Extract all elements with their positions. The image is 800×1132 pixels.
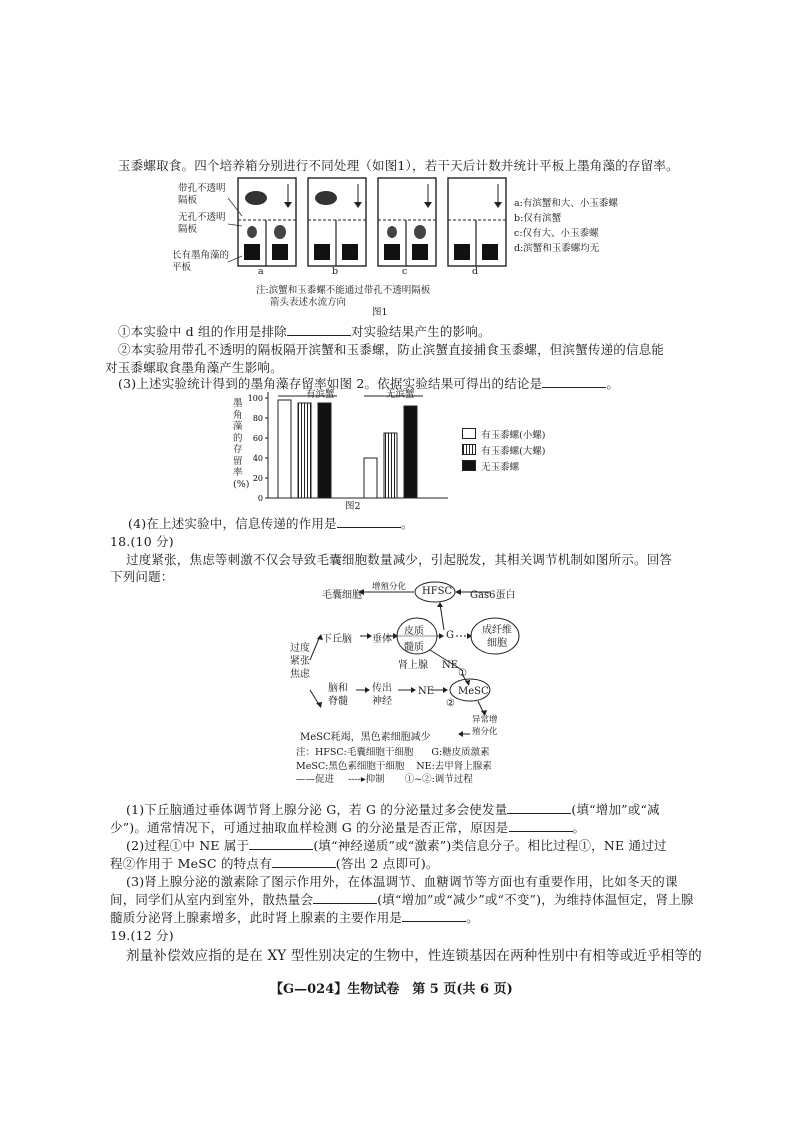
blank-hair-amount[interactable] <box>507 803 571 814</box>
box-a <box>238 178 296 266</box>
label-solid-board: 无孔不透明隔板 <box>178 212 226 235</box>
chart-ylabel: 墨角藻的存留率(%) <box>233 398 250 490</box>
q18-1-line2: 少”)。通常情况下，可通过抽取血样检测 G 的分泌量是否正常，原因是 。 <box>110 820 586 835</box>
figure-1-boxes <box>228 176 518 296</box>
node-cortex: 皮质 <box>404 626 424 637</box>
diagram-notes: 注：HFSC:毛囊细胞干细胞 G:糖皮质激素 MeSC:黑色素细胞干细胞 NE:去甲肾上腺素 ——促进 ----▸抑制 ①~②:调节过程 <box>296 747 492 785</box>
q18-1-line1: (1)下丘脑通过垂体调节肾上腺分泌 G，若 G 的分泌量过多会使发量 (填“增加”或“减 <box>126 802 660 817</box>
q18-3-line3: 髓质分泌肾上腺素增多，此时肾上腺素的主要作用是 。 <box>110 910 479 925</box>
node-fibroblast: 成纤维细胞 <box>482 625 512 649</box>
bar-chart <box>244 384 454 508</box>
node-hypothalamus: 下丘脑 <box>322 634 352 645</box>
blank-heat-loss[interactable] <box>313 893 377 904</box>
legend-a: a:有滨蟹和大、小玉黍螺 <box>514 198 618 209</box>
fig1-caption: 图1 <box>372 307 388 318</box>
y-tick-label: 20 <box>252 474 263 483</box>
node-efferent-nerve: 传出神经 <box>372 683 392 707</box>
edge-ne-2: NE <box>418 686 435 697</box>
edge-abnormal: 异常增殖分化 <box>472 715 498 737</box>
group-label-with-crab: 有滨蟹 <box>306 389 335 400</box>
node-hfsc: HFSC <box>422 586 453 597</box>
q17-line5: (4)在上述实验中，信息传递的作用是 。 <box>128 516 414 531</box>
legend-swatch-small <box>462 428 476 439</box>
bar <box>364 458 377 498</box>
box-label-c: c <box>402 266 408 277</box>
q18-3-line1: (3)肾上腺分泌的激素除了图示作用外，在体温调节、血糖调节等方面也有重要作用，比如冬天的课 <box>126 874 678 889</box>
node-adrenal: 肾上腺 <box>398 660 428 671</box>
q18-2-line2: 程②作用于 MeSC 的特点有 (答出 2 点即可)。 <box>110 856 439 871</box>
node-g: G <box>446 630 454 641</box>
q19-para1: 剂量补偿效应指的是在 XY 型性别决定的生物中，性连锁基因在两种性别中有相等或近乎相等的 <box>126 948 702 964</box>
blank-characteristics[interactable] <box>272 857 336 868</box>
box-label-d: d <box>472 266 479 277</box>
y-tick-label: 80 <box>252 414 263 423</box>
box-d <box>448 178 506 266</box>
legend-b: b:仅有滨蟹 <box>514 213 562 224</box>
bar <box>318 403 331 498</box>
box-c <box>378 178 436 266</box>
q17-line4: (3)上述实验统计得到的墨角藻存留率如图 2。依据实验结果可得出的结论是 。 <box>118 376 620 391</box>
node-hair-follicle-cell: 毛囊细胞 <box>322 590 362 601</box>
node-stress: 过度紧张焦虑 <box>290 643 310 680</box>
fig1-note-1: 注:滨蟹和玉黍螺不能通过带孔不透明隔板 <box>256 285 431 296</box>
legend-swatch-none <box>462 460 476 471</box>
label-algae-plate: 长有墨角藻的平板 <box>172 250 230 273</box>
blank-conclusion[interactable] <box>542 377 606 388</box>
blank-reason[interactable] <box>509 821 573 832</box>
process-1: ① <box>458 668 467 679</box>
y-tick-label: 100 <box>247 394 263 403</box>
box-label-a: a <box>258 266 264 277</box>
blank-adrenaline-role[interactable] <box>402 911 466 922</box>
bar <box>298 403 311 498</box>
y-tick-label: 60 <box>252 434 263 443</box>
node-mesc-depletion: MeSC耗竭，黑色素细胞减少 <box>300 732 431 743</box>
fig2-caption: 图2 <box>345 501 361 512</box>
node-pituitary: 垂体 <box>372 634 392 645</box>
y-tick-label: 0 <box>257 494 263 503</box>
legend-c: c:仅有大、小玉黍螺 <box>514 228 599 239</box>
bar <box>404 406 417 498</box>
intro-line: 玉黍螺取食。四个培养箱分别进行不同处理（如图1），若干天后计数并统计平板上墨角藻的存留率。 <box>118 158 679 173</box>
q17-line3: 对玉黍螺取食墨角藻产生影响。 <box>105 360 283 375</box>
q18-para1: 过度紧张，焦虑等刺激不仅会导致毛囊细胞数量减少，引起脱发，其相关调节机制如图所示。回答 <box>126 552 673 567</box>
blank-d-group[interactable] <box>287 325 351 336</box>
blank-info-role[interactable] <box>337 517 401 528</box>
q19-title: 19.(12 分) <box>110 928 174 943</box>
group-label-without-crab: 无滨蟹 <box>386 389 415 400</box>
bar <box>278 400 291 498</box>
legend-small-snail: 有玉黍螺(小螺) <box>462 423 546 439</box>
fig1-legend <box>514 196 618 256</box>
q18-para2: 下列问题： <box>110 569 174 584</box>
fig1-note-2: 箭头表述水流方向 <box>270 297 347 308</box>
box-b <box>308 178 366 266</box>
q18-3-line2: 间，同学们从室内到室外，散热量会 (填“增加”或“减少”或“不变”)，为维持体温恒定，肾上腺 <box>110 892 694 907</box>
node-medulla: 髓质 <box>404 642 424 653</box>
box-label-b: b <box>332 266 339 277</box>
bar <box>384 433 397 498</box>
legend-large-snail: 有玉黍螺(大螺) <box>462 439 546 455</box>
label-perforated-board: 带孔不透明隔板 <box>178 183 226 206</box>
node-brain-spinal: 脑和脊髓 <box>328 683 348 707</box>
q17-line2: ②本实验用带孔不透明的隔板隔开滨蟹和玉黍螺，防止滨蟹直接捕食玉黍螺，但滨蟹传递的信息能 <box>118 342 665 357</box>
legend-d: d:滨蟹和玉黍螺均无 <box>514 243 600 254</box>
q18-2-line1: (2)过程①中 NE 属于 (填“神经递质”或“激素”)类信息分子。相比过程①，NE 通过过 <box>126 838 667 853</box>
q18-title: 18.(10 分) <box>110 534 174 549</box>
node-mesc: MeSC <box>458 686 489 697</box>
legend-swatch-large <box>462 444 476 455</box>
legend-no-snail: 无玉黍螺 <box>462 455 546 471</box>
page-footer: 【G—024】生物试卷 第 5 页(共 6 页) <box>270 982 513 997</box>
chart-legend <box>462 423 546 471</box>
blank-ne-type[interactable] <box>249 839 313 850</box>
node-gas6: Gas6蛋白 <box>470 590 516 601</box>
q17-line1: ①本实验中 d 组的作用是排除 对实验结果产生的影响。 <box>118 324 491 339</box>
edge-proliferation: 增殖分化 <box>372 582 407 592</box>
process-2: ② <box>446 698 455 709</box>
edge-ne-1: NE <box>442 660 459 671</box>
y-tick-label: 40 <box>252 454 263 463</box>
